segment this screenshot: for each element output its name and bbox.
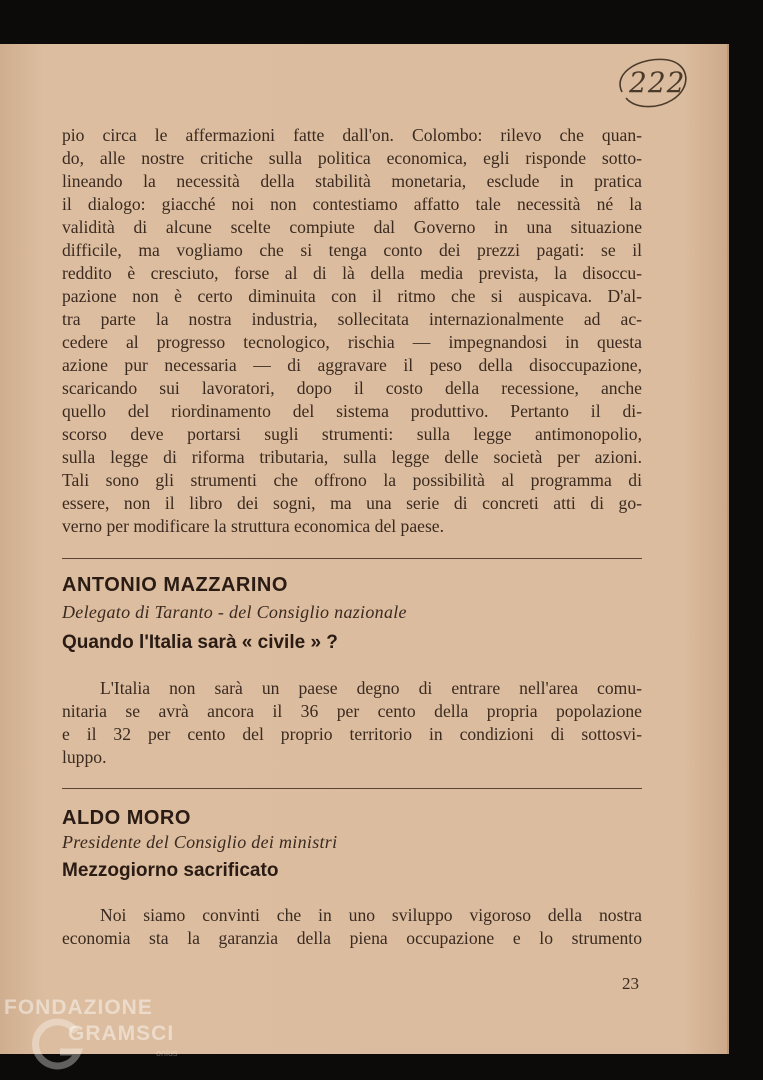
- text-line: il dialogo: giacché noi non contestiamo affatto tale necessità né la: [62, 194, 642, 214]
- text-line: luppo.: [62, 747, 107, 767]
- text-line: lineando la necessità della stabilità monetaria, esclude in pratica: [62, 171, 642, 191]
- text-line: e il 32 per cento del proprio territorio in condizioni di sottosvi-: [62, 724, 642, 744]
- text-line: L'Italia non sarà un paese degno di entrare nell'area comu-: [100, 678, 642, 698]
- section-heading: Quando l'Italia sarà « civile » ?: [62, 632, 338, 653]
- section-divider: [62, 558, 642, 559]
- text-line: economia sta la garanzia della piena occupazione e lo strumento: [62, 928, 642, 948]
- text-line: azione pur necessaria — di aggravare il peso della disoccupazione,: [62, 355, 642, 375]
- text-line: quello del riordinamento del sistema produttivo. Pertanto il di-: [62, 401, 642, 421]
- speaker-name: ANTONIO MAZZARINO: [62, 574, 288, 596]
- text-line: difficile, ma vogliamo che si tenga conto dei prezzi pagati: se il: [62, 240, 642, 260]
- text-line: scorso deve portarsi sugli strumenti: sulla legge antimonopolio,: [62, 424, 642, 444]
- speaker-role: Delegato di Taranto - del Consiglio nazionale: [62, 602, 407, 622]
- text-line: pazione non è certo diminuita con il ritmo che si auspicava. D'al-: [62, 286, 642, 306]
- text-line: scaricando sui lavoratori, dopo il costo della recessione, anche: [62, 378, 642, 398]
- watermark: [4, 996, 194, 1076]
- speaker-role: Presidente del Consiglio dei ministri: [62, 832, 338, 852]
- text-line: nitaria se avrà ancora il 36 per cento della propria popolazione: [62, 701, 642, 721]
- text-line: cedere al progresso tecnologico, rischia — impegnandosi in questa: [62, 332, 642, 352]
- section1-paragraph: [62, 677, 642, 769]
- watermark-line2: GRAMSCI: [68, 1022, 175, 1045]
- text-line: sulla legge di riforma tributaria, sulla legge delle società per azioni.: [62, 447, 642, 467]
- speaker-name: ALDO MORO: [62, 807, 191, 829]
- text-line: tra parte la nostra industria, sollecitata internazionalmente ad ac-: [62, 309, 642, 329]
- watermark-line3: onlus: [156, 1048, 178, 1058]
- watermark-line1: FONDAZIONE: [4, 996, 153, 1019]
- text-line: reddito è cresciuto, forse al di là della media prevista, la disoccu-: [62, 263, 642, 283]
- text-line: verno per modificare la struttura economica del paese.: [62, 516, 445, 536]
- text-line: pio circa le affermazioni fatte dall'on. Colombo: rilevo che quan-: [62, 125, 642, 145]
- text-line: validità di alcune scelte compiute dal Governo in una situazione: [62, 217, 642, 237]
- text-line: essere, non il libro dei sogni, ma una serie di concreti atti di go-: [62, 493, 642, 513]
- page-number: 23: [622, 974, 639, 993]
- intro-paragraph: [62, 124, 642, 538]
- handwritten-page-number: 222: [629, 66, 686, 99]
- text-line: do, alle nostre critiche sulla politica economica, egli risponde sotto-: [62, 148, 642, 168]
- section-heading: Mezzogiorno sacrificato: [62, 860, 279, 881]
- text-line: Tali sono gli strumenti che offrono la possibilità al programma di: [62, 470, 642, 490]
- section-divider: [62, 788, 642, 789]
- section2-paragraph: [62, 904, 642, 950]
- text-line: Noi siamo convinti che in uno sviluppo vigoroso della nostra: [100, 905, 642, 925]
